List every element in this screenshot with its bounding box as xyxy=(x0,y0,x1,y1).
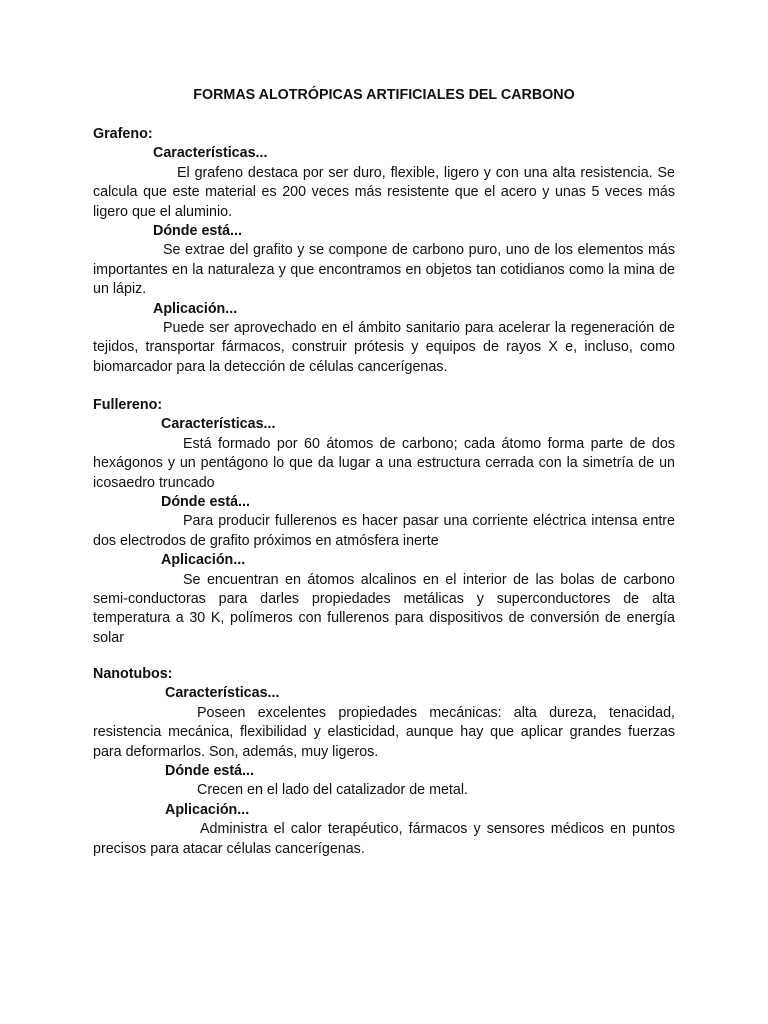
paragraph-aplicacion: Se encuentran en átomos alcalinos en el interior de las bolas de carbono semi-conductoras para darles propiedades metálicas y superconductores de alta temperatura a 30 K, polímeros con fullerenos para dispositivos de conversión de energía solar xyxy=(93,571,675,646)
subheading-donde-esta: Dónde está... xyxy=(153,223,242,240)
section-heading-grafeno: Grafeno: xyxy=(93,126,153,142)
document-title: FORMAS ALOTRÓPICAS ARTIFICIALES DEL CARBONO xyxy=(193,87,575,103)
paragraph-aplicacion: Administra el calor terapéutico, fármacos y sensores médicos en puntos precisos para atacar células cancerígenas. xyxy=(93,821,675,857)
paragraph-caracteristicas: Está formado por 60 átomos de carbono; cada átomo forma parte de dos hexágonos y un pentágono lo que da lugar a una estructura cerrada con la simetría de un icosaedro truncado xyxy=(93,435,675,491)
subheading-aplicacion: Aplicación... xyxy=(153,300,238,317)
subheading-caracteristicas: Características... xyxy=(165,685,280,702)
subheading-aplicacion: Aplicación... xyxy=(165,801,250,818)
subheading-caracteristicas: Características... xyxy=(153,145,268,162)
section-nanotubos xyxy=(93,665,675,859)
paragraph-donde-esta: Para producir fullerenos es hacer pasar una corriente eléctrica intensa entre dos electrodos de grafito próximos en atmósfera inerte xyxy=(93,513,675,549)
subheading-donde-esta: Dónde está... xyxy=(161,494,250,511)
section-fullereno xyxy=(93,396,675,648)
subheading-aplicacion: Aplicación... xyxy=(161,552,246,569)
paragraph-caracteristicas: Poseen excelentes propiedades mecánicas: alta dureza, tenacidad, resistencia mecánica, flexibilidad y elasticidad, aunque hay que aplicar grandes fuerzas para deformarlos. Son, además, muy ligeros. xyxy=(93,704,675,760)
section-heading-fullereno: Fullereno: xyxy=(93,397,163,413)
subheading-donde-esta: Dónde está... xyxy=(165,763,254,780)
subheading-caracteristicas: Características... xyxy=(161,416,276,433)
paragraph-donde-esta: Crecen en el lado del catalizador de metal. xyxy=(197,782,469,799)
paragraph-caracteristicas: El grafeno destaca por ser duro, flexible, ligero y con una alta resistencia. Se calcula que este material es 200 veces más resistente que el acero y unas 5 veces más ligero que el aluminio. xyxy=(93,164,675,220)
paragraph-aplicacion: Puede ser aprovechado en el ámbito sanitario para acelerar la regeneración de tejidos, transportar fármacos, construir prótesis y equipos de rayos X e, incluso, como biomarcador para la detección de células cancerígenas. xyxy=(93,320,675,375)
section-heading-nanotubos: Nanotubos: xyxy=(93,666,173,682)
section-grafeno xyxy=(93,125,675,377)
paragraph-donde-esta: Se extrae del grafito y se compone de carbono puro, uno de los elementos más importantes en la naturaleza y que encontramos en objetos tan cotidianos como la mina de un lápiz. xyxy=(93,242,675,298)
